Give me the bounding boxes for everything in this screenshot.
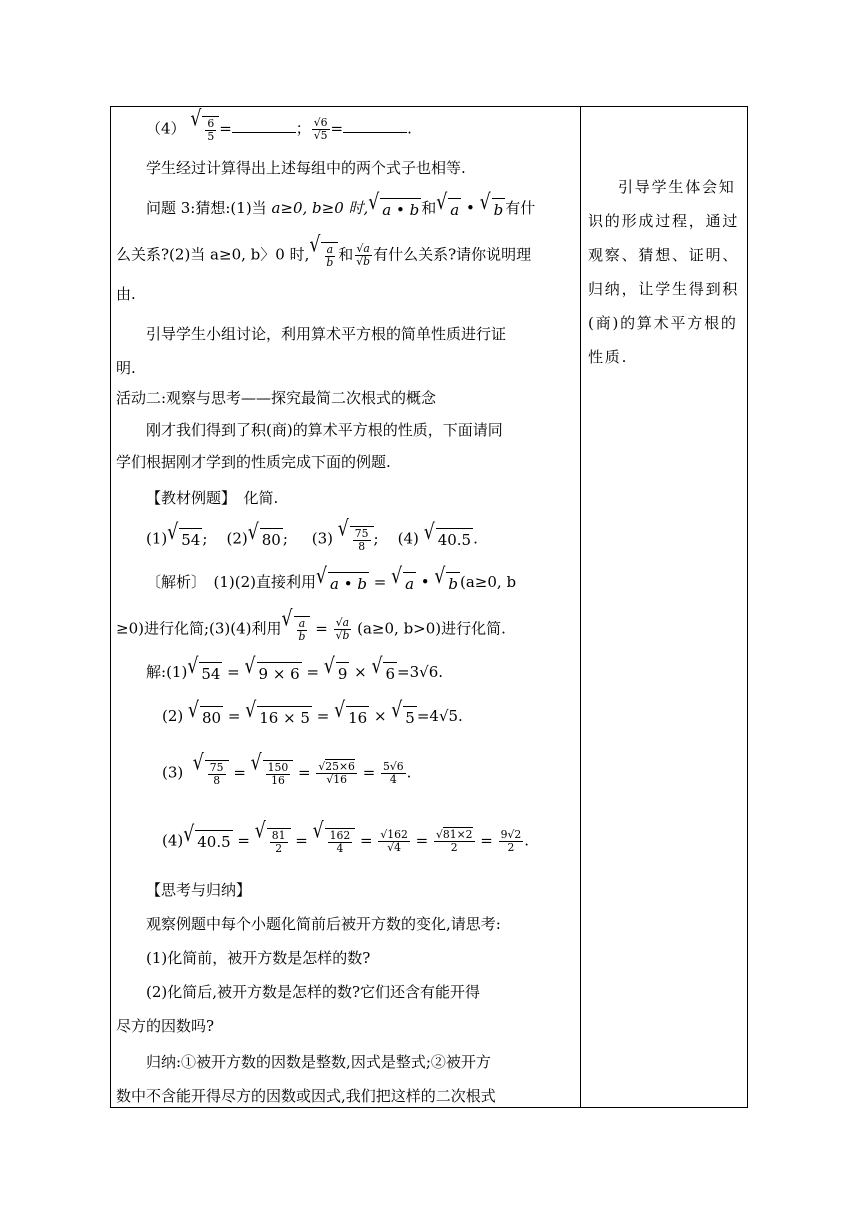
side-note-text: 引导学生体会知识的形成过程，通过观察、猜想、证明、归纳，让学生得到积(商)的算术平方根的性质. xyxy=(588,178,740,366)
side-note xyxy=(588,170,742,374)
question-3-line-2: 么关系?(2)当 a≥0, b〉0 时, √ $\frac{a}{b}$ 和 $\frac{√a}{√b}$ 有什么关系?请你说明理 xyxy=(116,232,532,269)
think-text-3: (2)化简后,被开方数是怎样的数?它们还含有能开得 xyxy=(146,983,481,1001)
question-3-line-1: 问题 3:猜想:(1)当 a≥0, b≥0 时, √ a • b 和 √ a • √ b 有什 xyxy=(146,190,536,219)
activity-2-heading: 活动二:观察与思考——探究最简二次根式的概念 xyxy=(116,389,437,407)
answer-blank[interactable] xyxy=(232,118,296,133)
think-title: 【思考与归纳】 xyxy=(146,881,252,899)
think-text-2: (1)化简前，被开方数是怎样的数? xyxy=(146,949,371,967)
summary-text-1: 归纳:①被开方数的因数是整数,因式是整式;②被开方 xyxy=(146,1053,491,1071)
example-title: 【教材例题】 化简. xyxy=(146,489,279,507)
question-4-line: （4） √ $\frac{6}{5}$ = ； $\frac{√6}{√5}$ = . xyxy=(146,106,412,143)
solution-2: (2) √ 80 = √ 16 × 5 = √ 16 × √ 5 =4√5. xyxy=(162,698,463,727)
think-text-1: 观察例题中每个小题化简前后被开方数的变化,请思考: xyxy=(146,915,501,933)
conclusion-text: 学生经过计算得出上述每组中的两个式子也相等. xyxy=(146,159,466,177)
question-3-line-3: 由. xyxy=(116,285,136,303)
think-text-4: 尽方的因数吗? xyxy=(116,1017,215,1035)
intro-text-2: 学们根据刚才学到的性质完成下面的例题. xyxy=(116,453,391,471)
sqrt6-over-sqrt5: $\frac{√6}{√5}$ xyxy=(313,116,328,142)
guide-text-1: 引导学生小组讨论，利用算术平方根的简单性质进行证 xyxy=(146,325,507,343)
analysis-line-2: ≥0)进行化简;(3)(4)利用 √ $\frac{a}{b}$ = $\frac{√a}{√b}$ (a≥0, b>0)进行化简. xyxy=(116,606,506,643)
summary-text-2: 数中不含能开得尽方的因数或因式,我们把这样的二次根式 xyxy=(116,1087,496,1105)
intro-text-1: 刚才我们得到了积(商)的算术平方根的性质，下面请同 xyxy=(146,421,503,439)
solution-4: (4) √ 40.5 = √ $\frac{81}{2}$ = √ $\frac{162}{4}$ = $\frac{√162}{√4}$ = $\frac{√81\times 2}{2}$ = $\frac{9√2}{2}$ . xyxy=(162,818,530,855)
guide-text-2: 明. xyxy=(116,359,136,377)
analysis-line-1: 〔解析〕 (1)(2)直接利用 √ a • b = √ a • √ b (a≥0, b xyxy=(146,564,517,593)
column-divider xyxy=(580,106,581,1108)
solution-1: 解:(1) √ 54 = √ 9 × 6 = √ 9 × √ 6 =3√6. xyxy=(146,654,444,683)
answer-blank[interactable] xyxy=(343,118,407,133)
solution-3: (3) √ $\frac{75}{8}$ = √ $\frac{150}{16}$ = $\frac{√25\times 6}{√16}$ = $\frac{5√6}{4}$ . xyxy=(162,750,412,787)
sqrt-6-over-5: √ $\frac{6}{5}$ xyxy=(190,116,219,143)
example-problems: (1) √ 54 ; (2) √ 80 ; (3) √ $\frac{75}{8}$ ; (4) √ 40.5 . xyxy=(146,516,478,553)
